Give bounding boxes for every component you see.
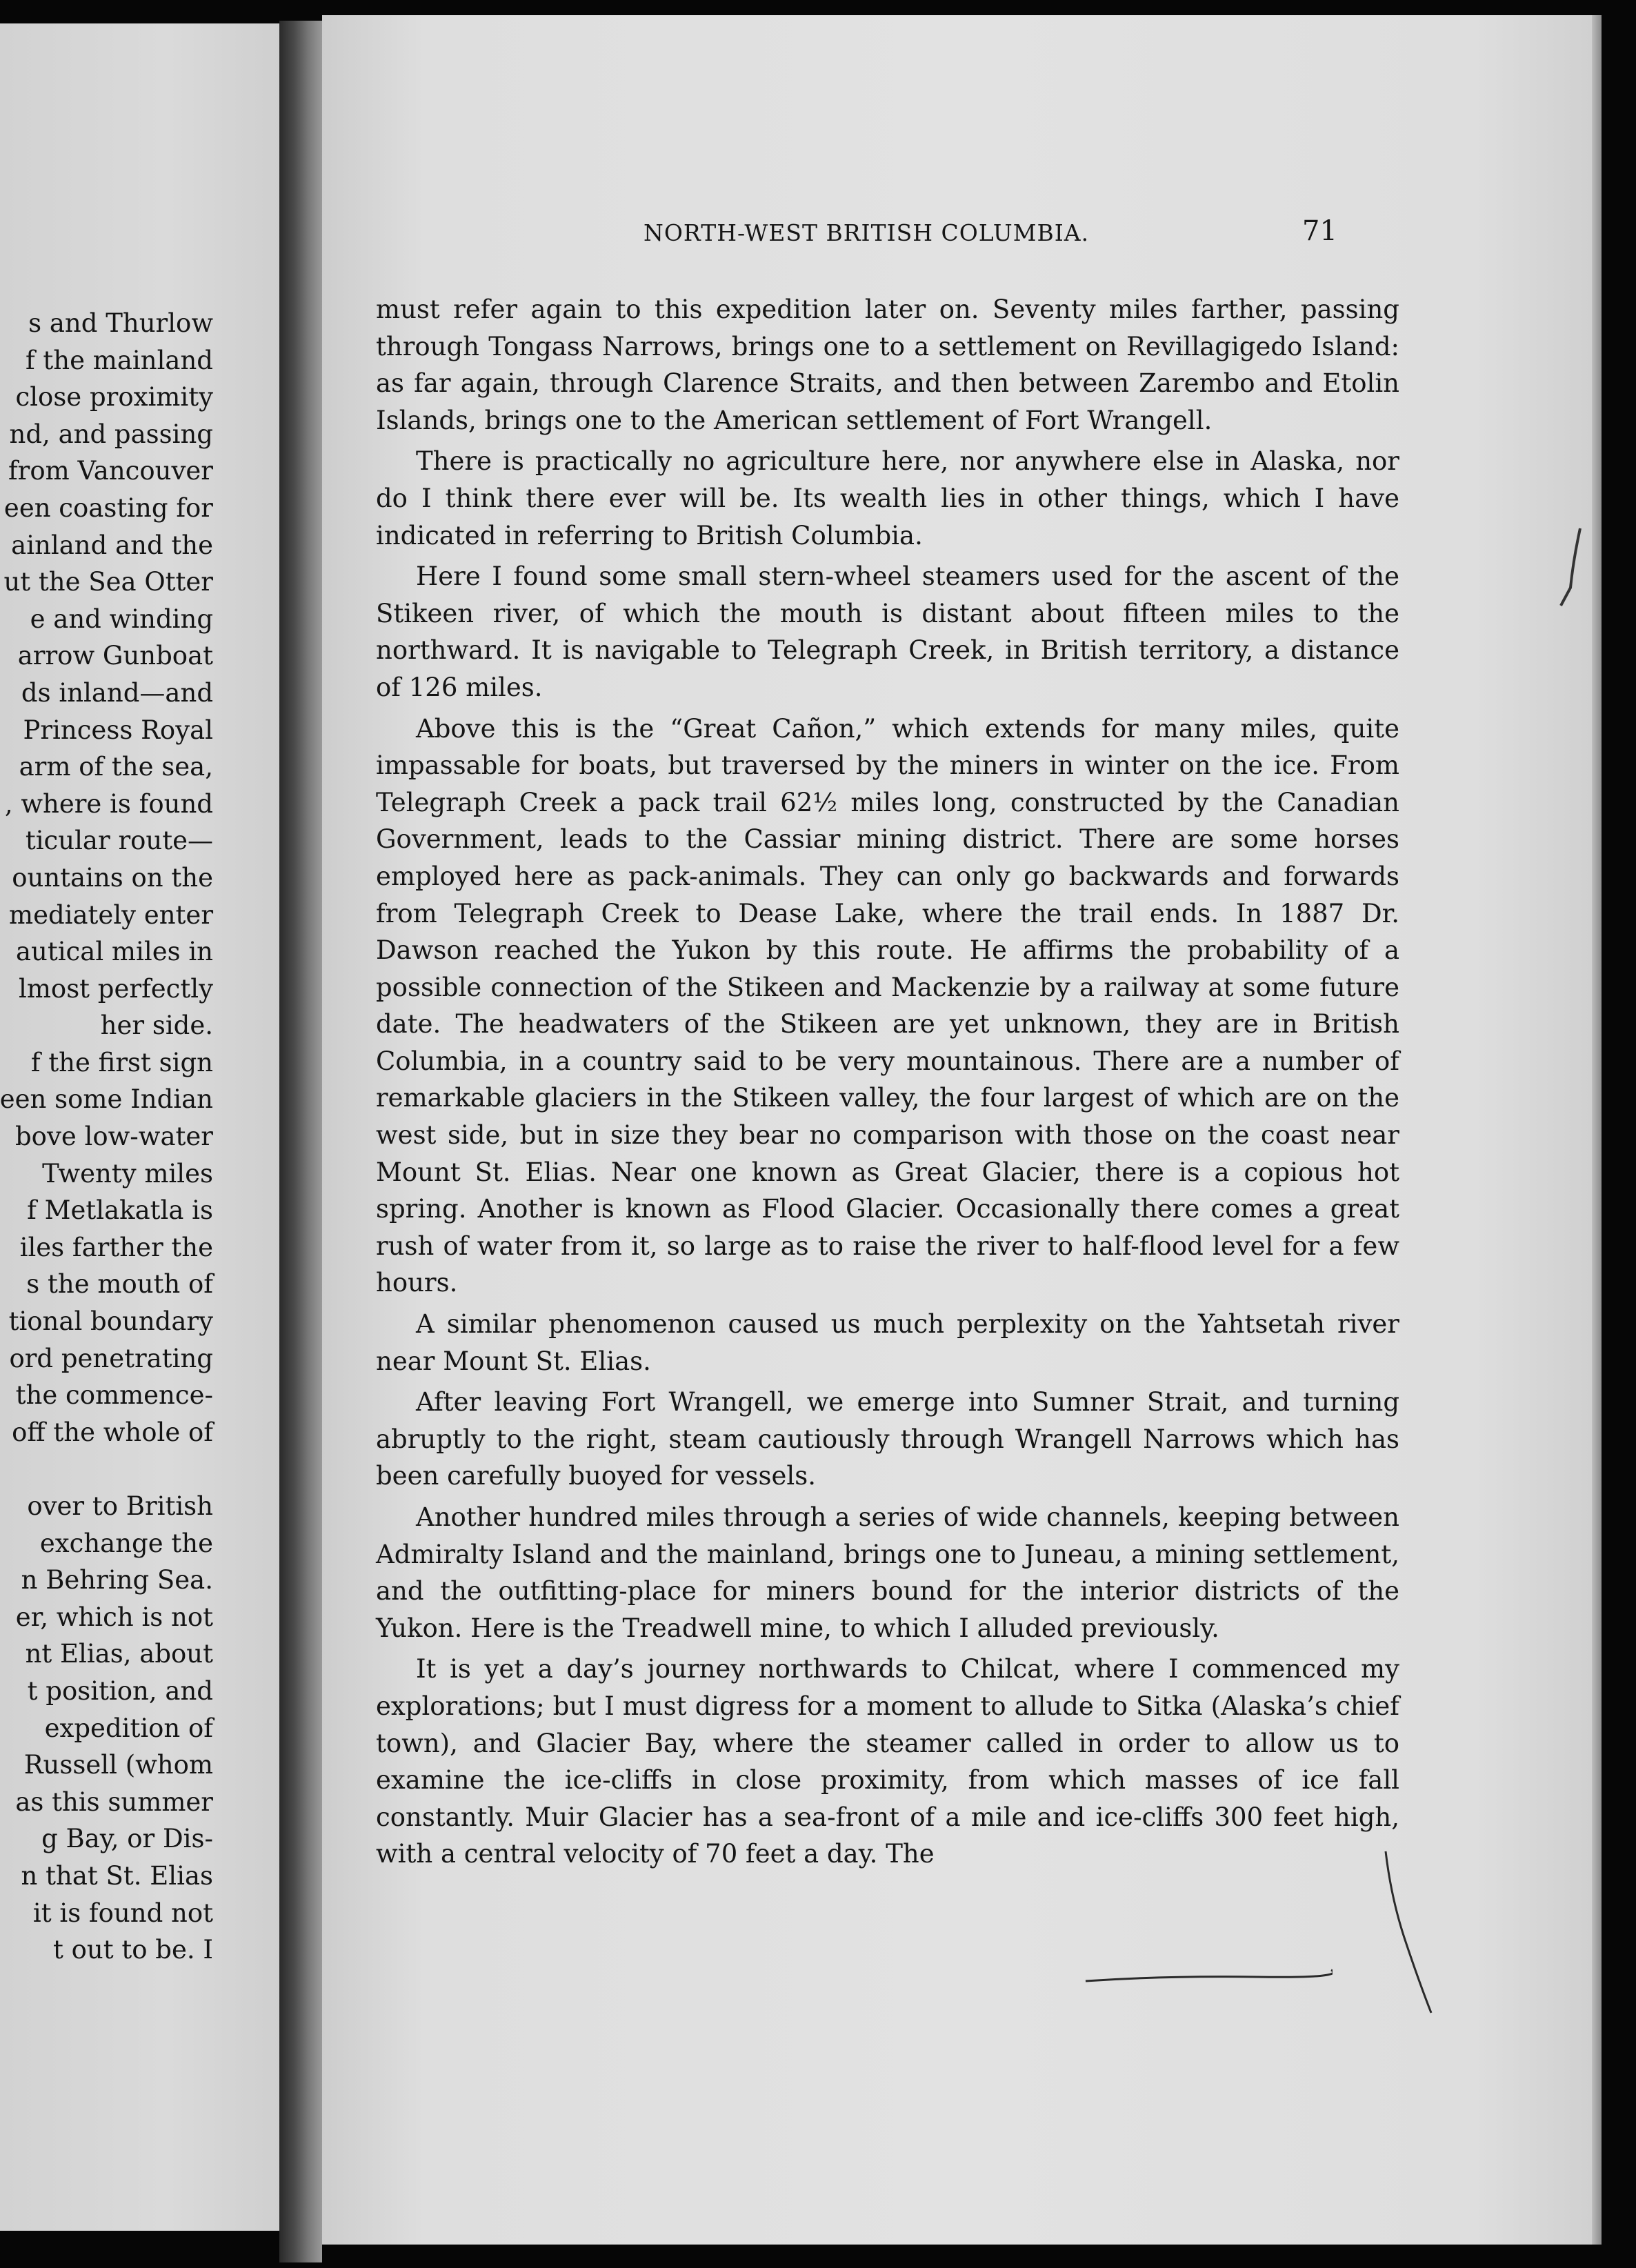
left-page-line bbox=[0, 1451, 213, 1488]
left-page-line: as this summer bbox=[15, 1787, 213, 1817]
running-header: NORTH-WEST BRITISH COLUMBIA. bbox=[644, 219, 1090, 246]
left-page-line: ord penetrating bbox=[9, 1343, 213, 1373]
left-page-line: nd, and passing bbox=[9, 419, 213, 449]
left-page-line: the commence- bbox=[15, 1380, 213, 1411]
left-page-line: arrow Gunboat bbox=[17, 641, 213, 671]
left-page-line: ut the Sea Otter bbox=[3, 567, 213, 597]
left-page-line: Princess Royal bbox=[23, 715, 213, 745]
page-number: 71 bbox=[1302, 215, 1337, 247]
left-page-line: arm of the sea, bbox=[19, 752, 213, 782]
paragraph-6: After leaving Fort Wrangell, we emerge into Sumner Strait, and turning abruptly to the right, steam cautiously through Wrangell Narrows which has been carefully buoyed for vessels. bbox=[376, 1387, 1399, 1491]
pencil-underline-mark bbox=[1084, 1966, 1333, 1987]
page-body bbox=[376, 291, 1399, 1873]
left-page-line: lmost perfectly bbox=[19, 973, 213, 1004]
paragraph-2: There is practically no agriculture here, nor anywhere else in Alaska, nor do I think there ever will be. Its wealth lies in other things, which I have indicated in referring to British Columbia. bbox=[376, 446, 1399, 550]
left-page-line: e and winding bbox=[30, 604, 213, 634]
left-page-line: s the mouth of bbox=[26, 1269, 213, 1300]
left-page-line: ticular route— bbox=[25, 826, 213, 856]
left-page-line: bove low-water bbox=[15, 1122, 213, 1152]
left-page-line: g Bay, or Dis- bbox=[41, 1824, 213, 1854]
left-page-line: er, which is not bbox=[15, 1602, 213, 1632]
paragraph-3: Here I found some small stern-wheel steamers used for the ascent of the Stikeen river, of which the mouth is distant about fifteen miles to the northward. It is navigable to Telegraph Creek, in British territory, a distance of 126 miles. bbox=[376, 561, 1399, 702]
left-page-line: een coasting for bbox=[3, 493, 213, 523]
left-page-line: iles farther the bbox=[19, 1232, 213, 1262]
left-page-line: n that St. Elias bbox=[21, 1860, 213, 1891]
left-page-line: her side. bbox=[100, 1011, 213, 1041]
left-page-text bbox=[0, 305, 213, 1969]
left-page-line: Russell (whom bbox=[23, 1750, 213, 1780]
paragraph-4: Above this is the “Great Cañon,” which extends for many miles, quite impassable for boats, but traversed by the miners in winter on the ice. From Telegraph Creek a pack trail 62½ miles long, constructed by the Canadian Government, leads to the Cassiar mining district. There are some horses employed here as pack-animals. They can only go backwards and forwards from Telegraph Creek to Dease Lake, where the trail ends. In 1887 Dr. Dawson reached the Yukon by this route. He affirms the probability of a possible connection of the Stikeen and Mackenzie by a railway at some future date. The headwaters of the Stikeen are yet unknown, they are in British Columbia, in a country said to be very mountainous. There are a number of remarkable glaciers in the Stikeen valley, the four largest of which are on the west side, but in size they bear no comparison with those on the coast near Mount St. Elias. Near one known as Great Glacier, there is a copious hot spring. Another is known as Flood Glacier. Occasionally there comes a great rush of water from it, so large as to raise the river to half-flood level for a few hours. bbox=[376, 713, 1399, 1298]
left-page-line: tional boundary bbox=[8, 1306, 213, 1337]
left-page-line: off the whole of bbox=[12, 1417, 213, 1447]
left-page-line: een some Indian bbox=[0, 1084, 213, 1115]
pencil-hook-mark bbox=[1553, 526, 1594, 608]
left-page-line: s and Thurlow bbox=[28, 308, 213, 338]
left-page-line: ountains on the bbox=[12, 862, 213, 893]
left-page-line: from Vancouver bbox=[8, 456, 213, 486]
paragraph-1: must refer again to this expedition later on. Seventy miles farther, passing through Tongass Narrows, brings one to a settlement on Revillagigedo Island: as far again, through Clarence Straits, and then between Zarembo and Etolin Islands, brings one to the American settlement of Fort Wrangell. bbox=[376, 295, 1399, 435]
left-page-line: t out to be. I bbox=[53, 1935, 213, 1965]
pencil-margin-mark bbox=[1370, 1850, 1439, 2016]
left-page-line: it is found not bbox=[32, 1898, 213, 1928]
left-page-line: close proximity bbox=[15, 382, 213, 412]
left-page-line: , where is found bbox=[4, 788, 213, 819]
left-page-line: mediately enter bbox=[9, 899, 213, 930]
left-page-line: f Metlakatla is bbox=[27, 1195, 213, 1226]
left-page-line: Twenty miles bbox=[42, 1158, 213, 1188]
left-page-line: expedition of bbox=[44, 1713, 213, 1743]
book-gutter bbox=[279, 21, 322, 2262]
left-page-line: t position, and bbox=[27, 1675, 213, 1706]
left-page-line: autical miles in bbox=[15, 937, 213, 967]
left-page-line: f the mainland bbox=[25, 345, 213, 375]
paragraph-8: It is yet a day’s journey northwards to Chilcat, where I commenced my explorations; but I must digress for a moment to allude to Sitka (Alaska’s chief town), and Glacier Bay, where the steamer called in order to allow us to examine the ice-cliffs in close proximity, from which masses of ice fall constantly. Muir Glacier has a sea-front of a mile and ice-cliffs 300 feet high, with a central velocity of 70 feet a day. The bbox=[376, 1654, 1399, 1869]
left-page-line: nt Elias, about bbox=[25, 1639, 213, 1669]
paragraph-7: Another hundred miles through a series of wide channels, keeping between Admiralty Island and the mainland, brings one to Juneau, a mining settlement, and the outfitting-place for miners bound for the interior districts of the Yukon. Here is the Treadwell mine, to which I alluded previously. bbox=[376, 1502, 1399, 1643]
left-page-line: n Behring Sea. bbox=[21, 1565, 213, 1595]
left-page-line: exchange the bbox=[39, 1528, 213, 1558]
right-page bbox=[322, 15, 1602, 2245]
left-page-line: ainland and the bbox=[11, 530, 213, 560]
page-edge-shadow bbox=[1592, 15, 1602, 2245]
left-facing-page bbox=[0, 23, 279, 2231]
paragraph-5: A similar phenomenon caused us much perplexity on the Yahtsetah river near Mount St. Elias. bbox=[376, 1309, 1399, 1376]
left-page-line: f the first sign bbox=[30, 1047, 213, 1077]
left-page-line: over to British bbox=[27, 1491, 213, 1521]
left-page-line: ds inland—and bbox=[21, 677, 213, 708]
